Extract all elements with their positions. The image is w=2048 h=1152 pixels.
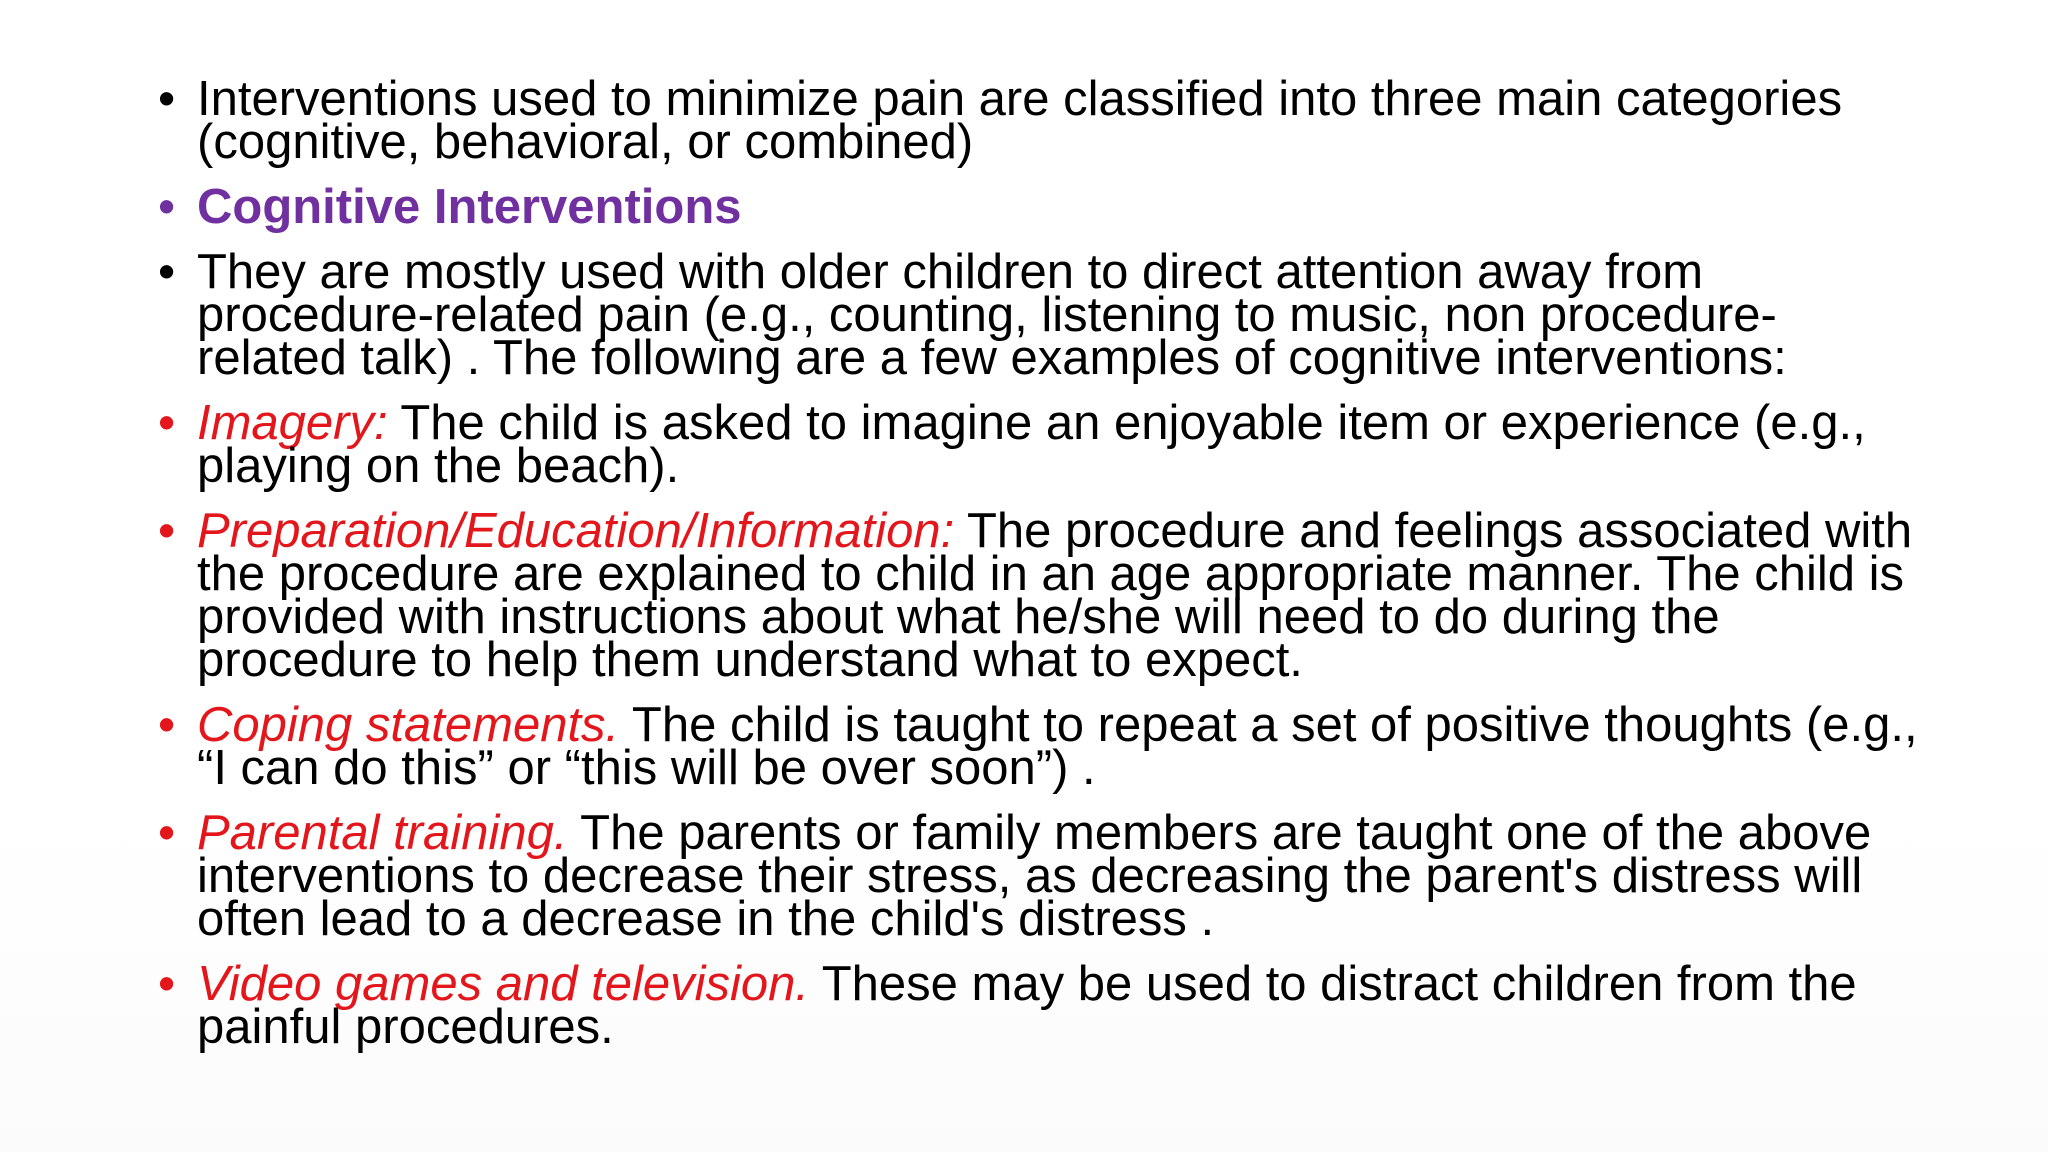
bullet-item-coping [158, 698, 1918, 795]
bullet-marker: • [158, 180, 176, 234]
bullet-term: Video games and television. [197, 957, 809, 1011]
bullet-text: The child is taught to repeat a set of positive thoughts (e.g., “I can do this” or “this will be over soon”) . [197, 698, 1918, 795]
bullet-marker: • [158, 245, 176, 299]
bullet-marker: • [158, 72, 176, 126]
bullet-term: Parental training. [197, 806, 568, 860]
bullet-text: Interventions used to minimize pain are classified into three main categories (cognitive, behavioral, or combined) [197, 72, 1843, 169]
bullet-text: The child is asked to imagine an enjoyable item or experience (e.g., playing on the beach). [197, 396, 1866, 493]
section-heading: Cognitive Interventions [197, 180, 742, 234]
bullet-marker: • [158, 396, 176, 450]
bullet-item-preparation [158, 504, 1918, 687]
bullet-term: Coping statements. [197, 698, 620, 752]
bullet-marker: • [158, 504, 176, 558]
bullet-marker: • [158, 806, 176, 860]
bullet-text: They are mostly used with older children to direct attention away from procedure-related pain (e.g., counting, listening to music, non procedure-related talk) . The following are a few examples of cognitive interventions: [197, 245, 1787, 385]
bullet-item-parental [158, 806, 1918, 946]
bullet-item-imagery [158, 396, 1918, 493]
bullet-item-description [158, 245, 1918, 385]
bullet-text: These may be used to distract children from the painful procedures. [197, 957, 1857, 1054]
bullet-term: Preparation/Education/Information: [197, 504, 955, 558]
bullet-item-video [158, 957, 1918, 1054]
bullet-text: The procedure and feelings associated with the procedure are explained to child in an age appropriate manner. The child is provided with instructions about what he/she will need to do during the procedure to help them understand what to expect. [197, 504, 1913, 687]
bullet-marker: • [158, 698, 176, 752]
bullet-term: Imagery: [197, 396, 388, 450]
bullet-item-heading [158, 180, 1918, 234]
bullet-marker: • [158, 957, 176, 1011]
bullet-item-classification [158, 72, 1918, 169]
bullet-text: The parents or family members are taught one of the above interventions to decrease their stress, as decreasing the parent's distress will often lead to a decrease in the child's distress . [197, 806, 1872, 946]
bullet-list [158, 72, 1918, 1071]
